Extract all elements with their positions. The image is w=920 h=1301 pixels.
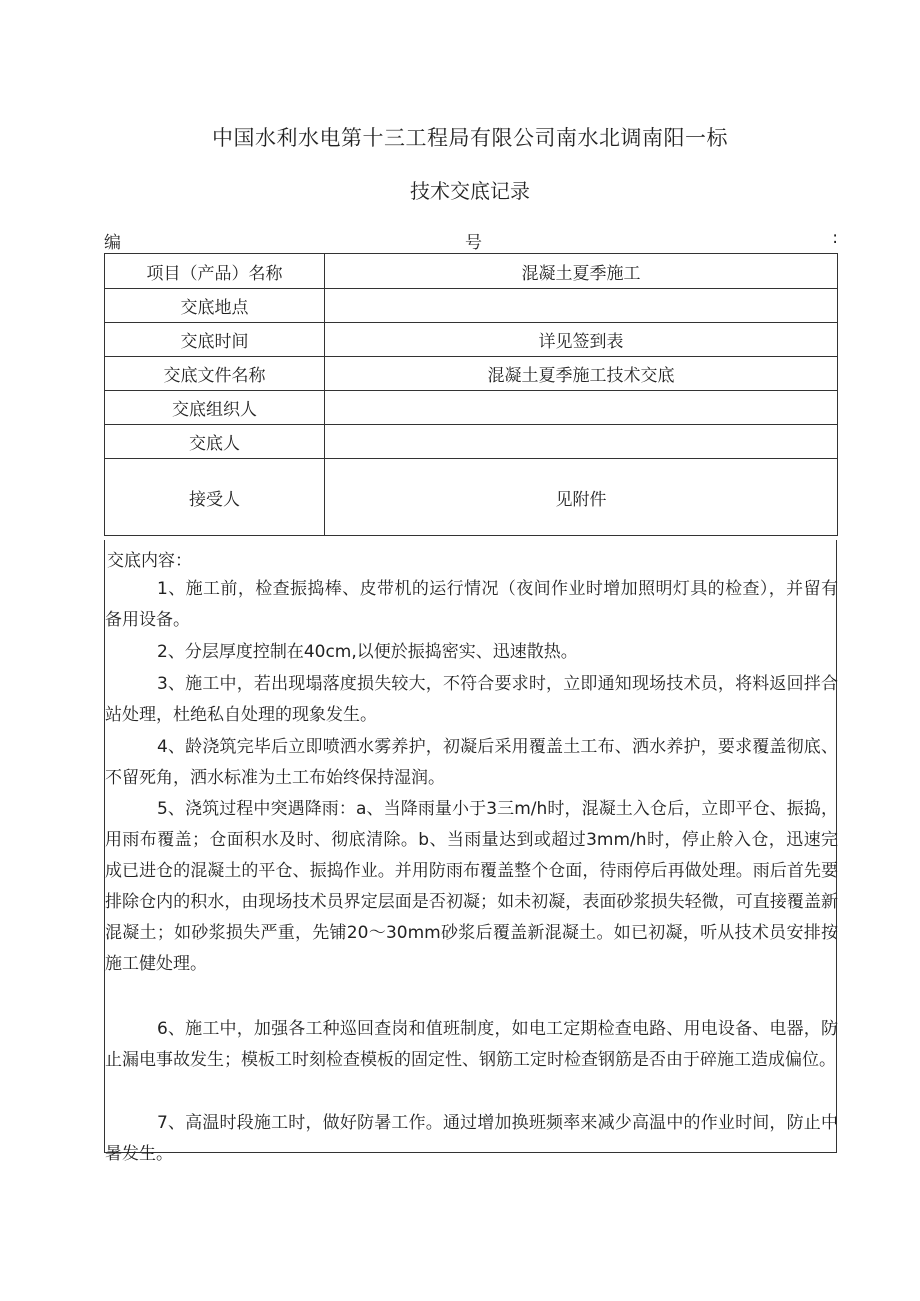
info-table: [104, 253, 838, 536]
content-paragraph-1: [105, 574, 838, 636]
row-label: 交底人: [105, 425, 325, 459]
table-row: [105, 357, 838, 391]
row-value: [325, 425, 838, 459]
table-row: [105, 391, 838, 425]
number-label-part2: 号: [465, 233, 482, 253]
row-value: 混凝土夏季施工: [325, 254, 838, 289]
content-paragraph-5: [105, 794, 838, 980]
document-title: 中国水利水电第十三工程局有限公司南水北调南阳一标: [212, 126, 728, 150]
row-label: 交底时间: [105, 323, 325, 357]
table-row: [105, 254, 838, 289]
row-label: 接受人: [105, 459, 325, 536]
table-row: [105, 323, 838, 357]
table-row: [105, 289, 838, 323]
table-row: [105, 459, 838, 536]
content-paragraph-7: [105, 1108, 838, 1170]
paragraph-text: 3、施工中，若出现塌落度损失较大，不符合要求时，立即通知现场技术员，将料返回拌合站处理，杜绝私自处理的现象发生。: [105, 674, 838, 725]
table-row: [105, 425, 838, 459]
row-label: 交底组织人: [105, 391, 325, 425]
row-label: 交底文件名称: [105, 357, 325, 391]
row-value: [325, 391, 838, 425]
row-label: 交底地点: [105, 289, 325, 323]
paragraph-text: 6、施工中，加强各工种巡回查岗和值班制度，如电工定期检查电路、用电设备、电器，防止漏电事故发生；模板工时刻检查模板的固定性、钢筋工定时检查钢筋是否由于碎施工造成偏位。: [105, 1019, 838, 1070]
paragraph-text: 4、龄浇筑完毕后立即喷洒水雾养护，初凝后采用覆盖土工布、洒水养护，要求覆盖彻底、不留死角，洒水标准为土工布始终保持湿润。: [105, 737, 838, 788]
row-value: 混凝土夏季施工技术交底: [325, 357, 838, 391]
paragraph-text: 2、分层厚度控制在40cm,以便於振捣密实、迅速散热。: [157, 642, 578, 662]
paragraph-text: 5、浇筑过程中突遇降雨：a、当降雨量小于3三m/h时，混凝土入仓后，立即平仓、振捣，用雨布覆盖；仓面积水及时、彻底清除。b、当雨量达到或超过3mm/h时，停止舲入仓，迅速完成已进仓的混凝土的平仓、振捣作业。并用防雨布覆盖整个仓面，待雨停后再做处理。雨后首先要排除仓内的积水，由现场技术员界定层面是否初凝；如未初凝，表面砂浆损失轻微，可直接覆盖新混凝土；如砂浆损失严重，先铺20～30mm砂浆后覆盖新混凝土。如已初凝，听从技术员安排按施工健处理。: [105, 799, 838, 974]
content-paragraph-4: [105, 732, 838, 794]
row-value: [325, 289, 838, 323]
row-label: 项目（产品）名称: [105, 254, 325, 289]
paragraph-text: 7、高温时段施工时，做好防暑工作。通过增加换班频率来减少高温中的作业时间，防止中暑发生。: [105, 1113, 838, 1164]
number-label-part1: 编: [104, 233, 121, 253]
record-number-line: [104, 228, 838, 252]
document-subtitle: 技术交底记录: [410, 179, 530, 203]
content-section: [104, 540, 838, 1164]
row-value: 见附件: [325, 459, 838, 536]
row-value: 详见签到表: [325, 323, 838, 357]
paragraph-text: 1、施工前，检查振捣棒、皮带机的运行情况（夜间作业时增加照明灯具的检查），并留有备用设备。: [105, 579, 838, 630]
content-heading: 交底内容：: [107, 551, 192, 571]
content-paragraph-2: [105, 637, 838, 668]
content-paragraph-3: [105, 669, 838, 731]
number-label-colon: :: [832, 228, 838, 248]
content-paragraph-6: [105, 1014, 838, 1076]
